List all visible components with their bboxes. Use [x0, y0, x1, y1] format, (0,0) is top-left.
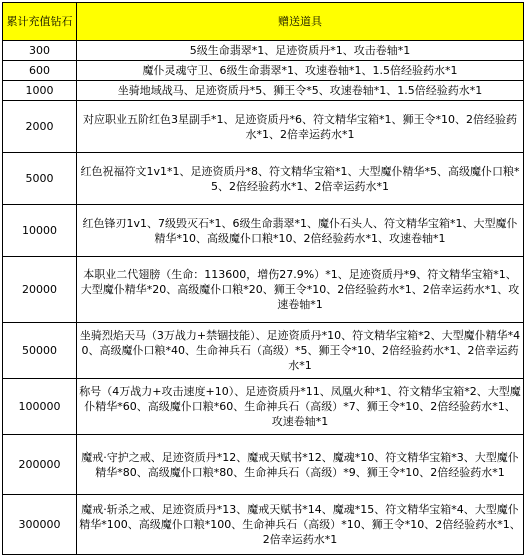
items-cell: 魔戒·斩杀之戒、足迹资质丹*13、魔戒天赋书*14、魔魂*15、符文精华宝箱*4、大型魔仆精华*100、高级魔仆口粮*100、生命神兵石（高级）*10、狮王令*10、2倍经验药水*1、2倍幸运药水*1 [77, 495, 524, 555]
header-items: 赠送道具 [77, 3, 524, 41]
table-row [3, 101, 524, 153]
recharge-rewards-table [2, 2, 524, 555]
amount-cell: 5000 [3, 153, 77, 205]
items-cell: 红色锋刃1v1、7级毁灭石*1、6级生命翡翠*1、魔仆石头人、符文精华宝箱*1、大型魔仆精华*10、高级魔仆口粮*10、2倍经验药水*1、攻速卷轴*1 [77, 205, 524, 257]
amount-cell: 100000 [3, 379, 77, 435]
amount-cell: 1000 [3, 81, 77, 101]
amount-cell: 50000 [3, 323, 77, 379]
table-row [3, 323, 524, 379]
items-cell: 称号（4万战力+攻击速度+10）、足迹资质丹*11、凤凰火种*1、符文精华宝箱*2、大型魔仆精华*60、高级魔仆口粮*60、生命神兵石（高级）*7、狮王令*10、2倍经验药水*1、攻速卷轴*1 [77, 379, 524, 435]
table-row [3, 153, 524, 205]
items-cell: 本职业二代翅膀（生命：113600，增伤27.9%）*1、足迹资质丹*9、符文精华宝箱*1、大型魔仆精华*20、高级魔仆口粮*20、狮王令*10、2倍经验药水*1、2倍幸运药水*1、攻速卷轴*1 [77, 257, 524, 323]
items-cell: 红色祝福符文1v1*1、足迹资质丹*8、符文精华宝箱*1、大型魔仆精华*5、高级魔仆口粮*5、2倍经验药水*1、2倍幸运药水*1 [77, 153, 524, 205]
table-row [3, 81, 524, 101]
items-cell: 对应职业五阶红色3星副手*1、足迹资质丹*6、符文精华宝箱*1、狮王令*10、2倍经验药水*1、2倍幸运药水*1 [77, 101, 524, 153]
table-row [3, 205, 524, 257]
header-row [3, 3, 524, 41]
amount-cell: 200000 [3, 435, 77, 495]
amount-cell: 10000 [3, 205, 77, 257]
items-cell: 魔戒·守护之戒、足迹资质丹*12、魔戒天赋书*12、魔魂*10、符文精华宝箱*3、大型魔仆精华*80、高级魔仆口粮*80、生命神兵石（高级）*9、狮王令*10、2倍经验药水*1 [77, 435, 524, 495]
header-amount: 累计充值钻石 [3, 3, 77, 41]
table-row [3, 61, 524, 81]
items-cell: 坐骑烈焰天马（3万战力+禁锢技能）、足迹资质丹*10、符文精华宝箱*2、大型魔仆精华*40、高级魔仆口粮*40、生命神兵石（高级）*5、狮王令*10、2倍经验药水*1、2倍幸运药水*1 [77, 323, 524, 379]
amount-cell: 2000 [3, 101, 77, 153]
table-row [3, 379, 524, 435]
table-row [3, 41, 524, 61]
table-row [3, 257, 524, 323]
amount-cell: 300000 [3, 495, 77, 555]
amount-cell: 600 [3, 61, 77, 81]
items-cell: 5级生命翡翠*1、足迹资质丹*1、攻击卷轴*1 [77, 41, 524, 61]
table-row [3, 435, 524, 495]
amount-cell: 20000 [3, 257, 77, 323]
amount-cell: 300 [3, 41, 77, 61]
items-cell: 坐骑地域战马、足迹资质丹*5、狮王令*5、攻速卷轴*1、1.5倍经验药水*1 [77, 81, 524, 101]
items-cell: 魔仆灵魂守卫、6级生命翡翠*1、攻速卷轴*1、1.5倍经验药水*1 [77, 61, 524, 81]
table-row [3, 495, 524, 555]
